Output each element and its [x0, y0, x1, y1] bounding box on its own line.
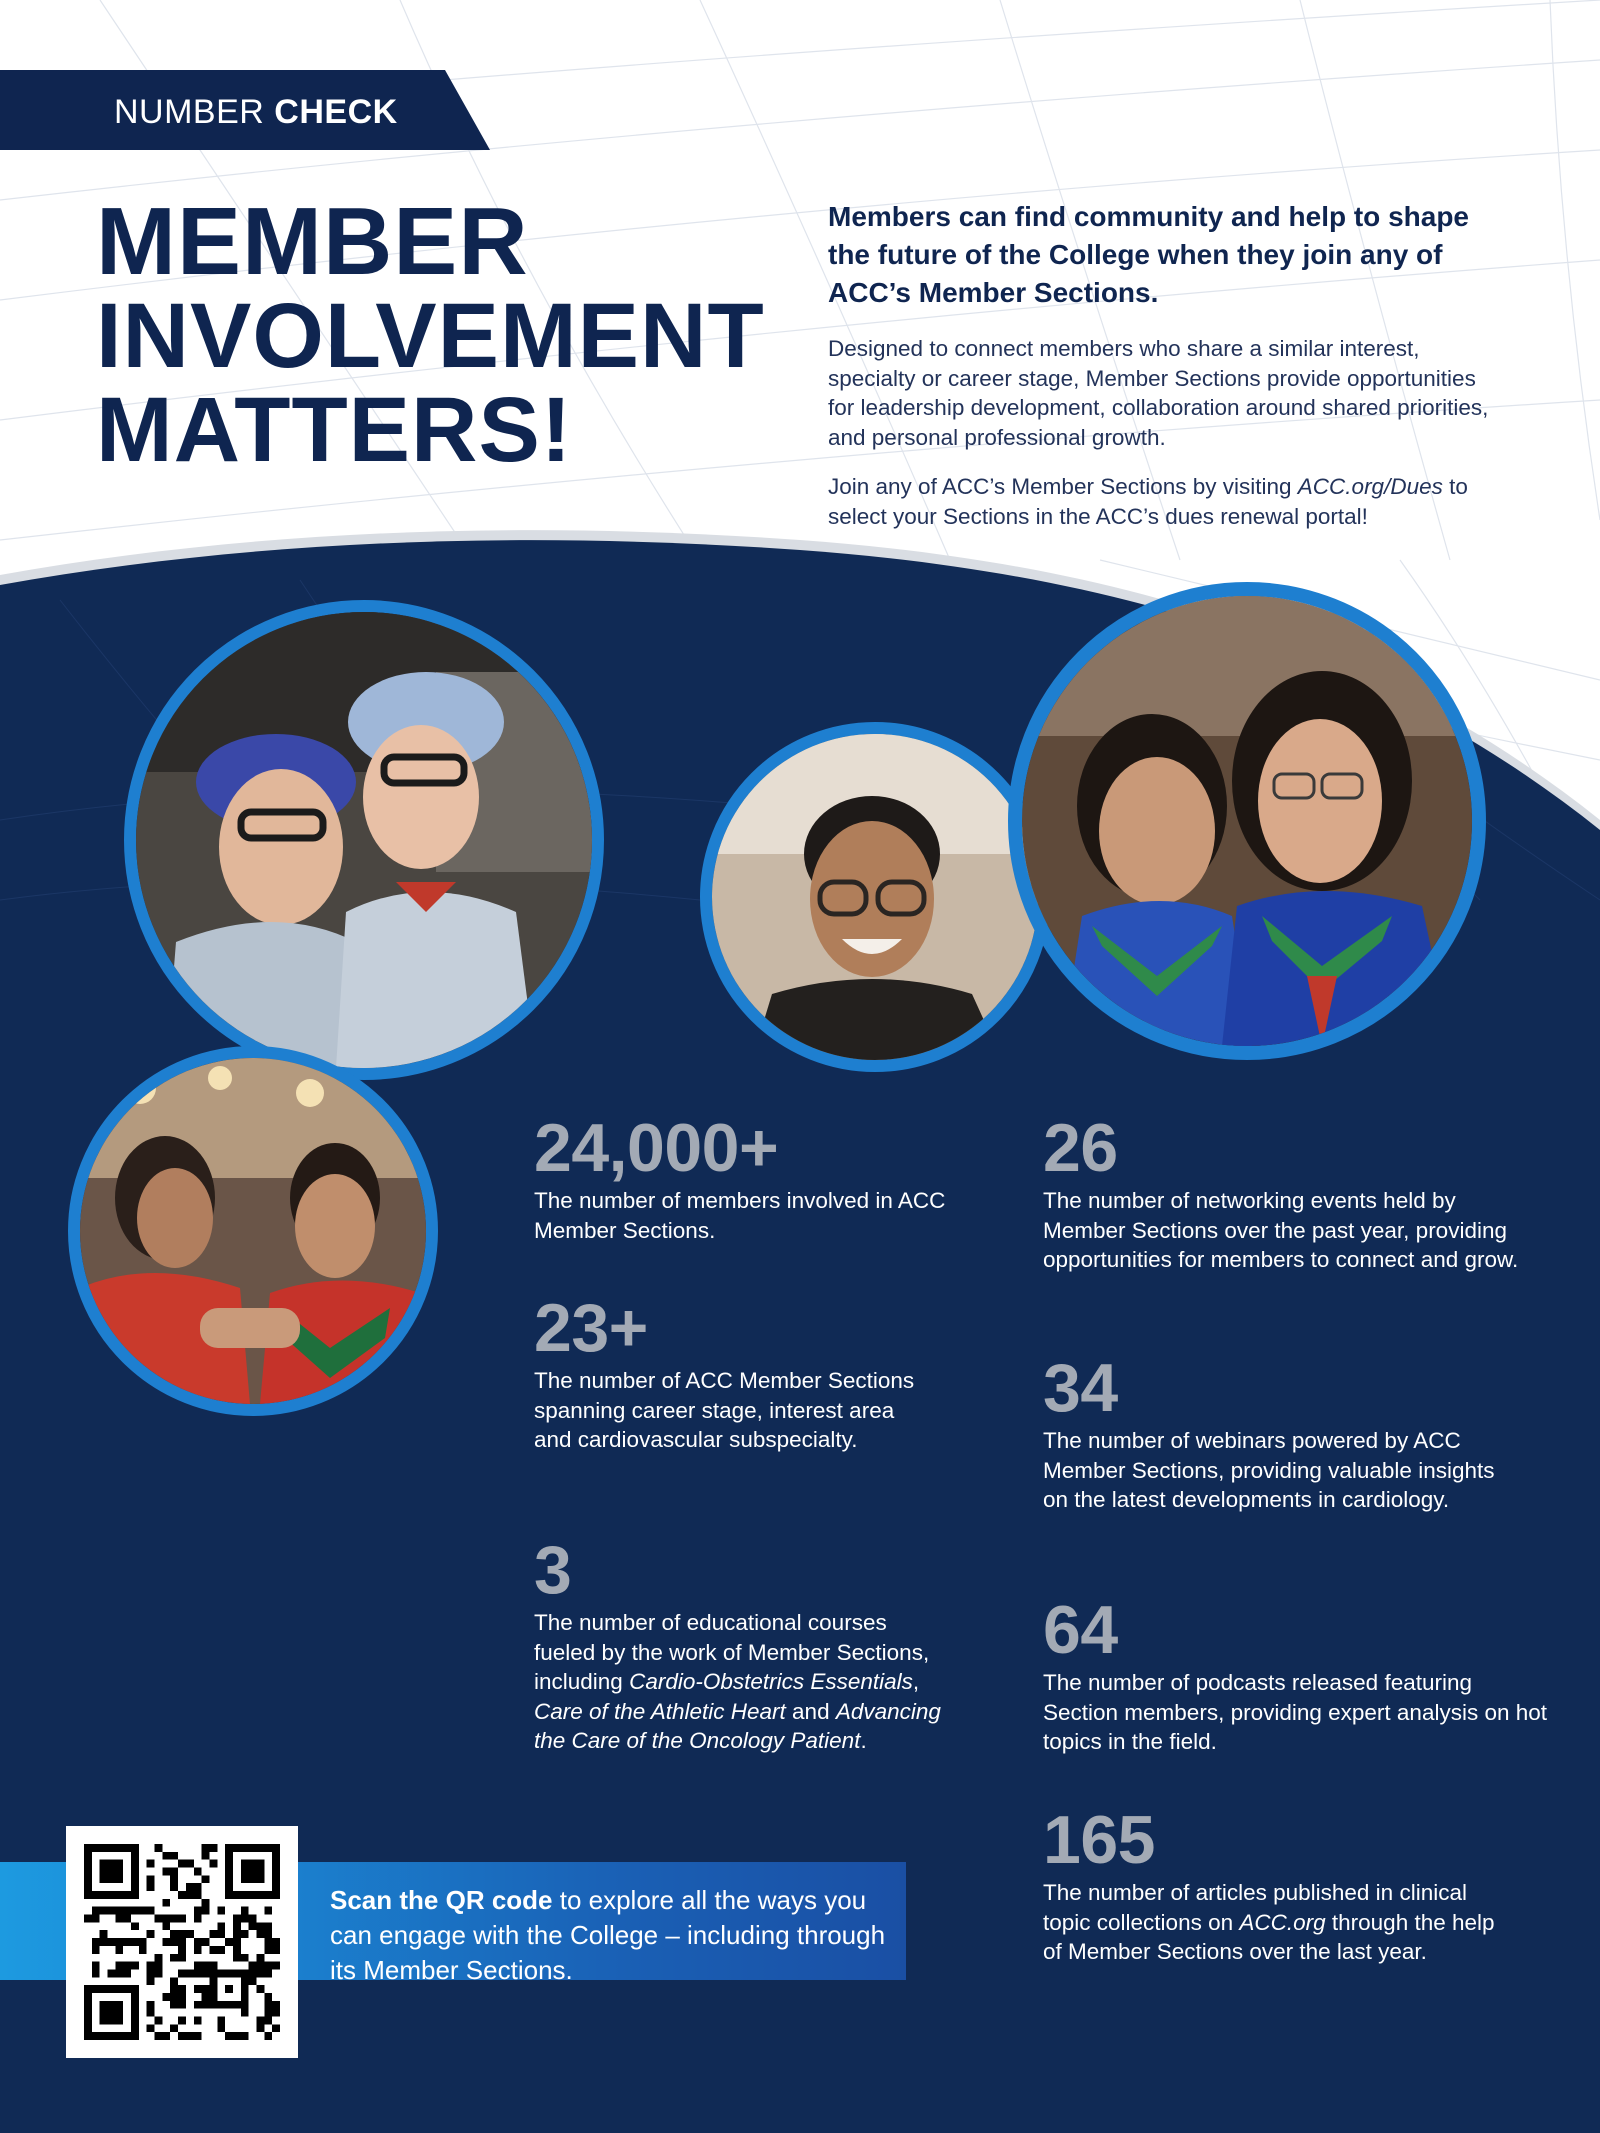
qr-module — [264, 1907, 272, 1915]
qr-module — [131, 1938, 139, 1946]
qr-module — [139, 1946, 147, 1954]
qr-module — [194, 1907, 202, 1915]
qr-module — [170, 1977, 178, 1985]
articles-prefix: The number of articles published in clinical topic collections on — [1043, 1880, 1467, 1935]
qr-module — [272, 2024, 280, 2032]
qr-module — [249, 1969, 257, 1977]
join-suffix: to select your Sections in the ACC’s dues renewal portal! — [828, 474, 1468, 529]
photo-surgeons-image — [136, 612, 592, 1068]
qr-module — [178, 1985, 186, 1993]
qr-module — [92, 1946, 100, 1954]
qr-module — [147, 2001, 155, 2009]
photo-women-audience-image — [1022, 596, 1472, 1046]
qr-module — [139, 1938, 147, 1946]
qr-module — [170, 1938, 178, 1946]
qr-module — [256, 2016, 264, 2024]
qr-module — [194, 1915, 202, 1923]
qr-module — [217, 2016, 225, 2024]
qr-module — [217, 1930, 225, 1938]
stat-courses — [534, 1534, 954, 1756]
qr-module — [272, 1946, 280, 1954]
qr-module — [84, 1915, 92, 1923]
stat-members — [534, 1112, 954, 1245]
qr-module — [233, 1954, 241, 1962]
courses-end: . — [860, 1728, 867, 1753]
qr-module — [233, 1922, 241, 1930]
qr-module — [178, 1930, 186, 1938]
qr-module — [225, 1985, 233, 1993]
qr-module — [147, 1907, 155, 1915]
qr-module — [241, 1915, 249, 1923]
qr-module — [194, 1985, 202, 1993]
qr-module — [217, 2024, 225, 2032]
qr-module — [108, 1969, 116, 1977]
qr-module — [155, 2032, 163, 2040]
qr-module — [162, 1938, 170, 1946]
qr-module — [108, 1907, 116, 1915]
stat-members-number: 24,000+ — [534, 1110, 779, 1186]
qr-module — [170, 1954, 178, 1962]
stat-networking-number: 26 — [1043, 1110, 1118, 1186]
intro-join — [828, 472, 1508, 531]
qr-module — [100, 1930, 108, 1938]
qr-module — [264, 1922, 272, 1930]
qr-module — [209, 1844, 217, 1852]
qr-module — [123, 1907, 131, 1915]
qr-module — [194, 1938, 202, 1946]
qr-code[interactable] — [66, 1826, 298, 2058]
stat-networking-description: The number of networking events held by Member Sections over the past year, providing opportunities for members to connect and grow. — [1043, 1188, 1519, 1272]
headline-line-1: MEMBER — [96, 188, 529, 295]
stat-articles — [1043, 1804, 1503, 1967]
qr-module — [178, 2016, 186, 2024]
qr-module — [249, 1922, 257, 1930]
qr-module — [123, 1938, 131, 1946]
stat-sections — [534, 1292, 924, 1455]
photo-surgeons — [124, 600, 604, 1080]
qr-module — [249, 1962, 257, 1970]
qr-module — [155, 2016, 163, 2024]
qr-module — [178, 1891, 186, 1899]
qr-module — [92, 1907, 100, 1915]
qr-module — [170, 1930, 178, 1938]
qr-module — [209, 1946, 217, 1954]
stat-members-description: The number of members involved in ACC Member Sections. — [534, 1188, 946, 1243]
qr-module — [162, 1915, 170, 1923]
qr-module — [186, 1860, 194, 1868]
qr-module — [256, 2024, 264, 2032]
intro-body: Designed to connect members who share a similar interest, specialty or career stage, Member Sections provide opportunities for leadership development, collaboration around shared priorities, and personal professional growth. — [828, 336, 1489, 450]
qr-module — [194, 1868, 202, 1876]
qr-module — [162, 2032, 170, 2040]
qr-module — [264, 1993, 272, 2001]
qr-module — [108, 1938, 116, 1946]
qr-module — [272, 2001, 280, 2009]
qr-module — [115, 1938, 123, 1946]
qr-module — [170, 2001, 178, 2009]
course-cardio-obstetrics: Cardio-Obstetrics Essentials — [629, 1669, 913, 1694]
qr-module — [225, 1938, 233, 1946]
qr-module — [123, 1962, 131, 1970]
qr-module — [194, 1962, 202, 1970]
qr-callout — [330, 1883, 900, 1988]
qr-module — [233, 1938, 241, 1946]
qr-module — [170, 1875, 178, 1883]
qr-module — [264, 1969, 272, 1977]
qr-module — [217, 1922, 225, 1930]
qr-module — [194, 1969, 202, 1977]
section-tag — [114, 70, 398, 150]
qr-module — [241, 1954, 249, 1962]
qr-module — [147, 1977, 155, 1985]
qr-module — [170, 1852, 178, 1860]
course-athletic-heart: Care of the Athletic Heart — [534, 1698, 786, 1724]
qr-module — [115, 1946, 123, 1954]
qr-module — [100, 2001, 124, 2025]
qr-module — [147, 1969, 155, 1977]
courses-sep-2: and — [785, 1698, 836, 1724]
qr-module — [178, 1915, 186, 1923]
qr-module — [202, 1875, 210, 1883]
qr-module — [178, 2032, 186, 2040]
qr-module — [233, 1915, 241, 1923]
qr-module — [170, 1868, 178, 1876]
qr-module — [186, 1883, 194, 1891]
qr-module — [202, 1844, 210, 1852]
qr-module — [202, 1938, 210, 1946]
qr-module — [92, 1962, 100, 1970]
qr-module — [123, 1915, 131, 1923]
qr-module — [256, 1962, 264, 1970]
qr-module — [256, 1930, 264, 1938]
qr-module — [147, 1962, 155, 1970]
qr-module — [272, 1938, 280, 1946]
qr-module — [264, 1962, 272, 1970]
qr-module — [131, 1922, 139, 1930]
qr-module — [194, 1891, 202, 1899]
qr-module — [194, 1946, 202, 1954]
qr-module — [162, 1993, 170, 2001]
qr-module — [155, 1915, 163, 1923]
courses-prefix: The number of educational courses fueled by the work of Member Sections, including — [534, 1610, 930, 1694]
qr-module — [170, 1985, 178, 1993]
stat-sections-number: 23+ — [534, 1290, 648, 1366]
stat-webinars-number: 34 — [1043, 1350, 1118, 1426]
qr-module — [147, 2009, 155, 2017]
qr-module — [202, 2001, 210, 2009]
photo-young-man — [700, 722, 1050, 1072]
qr-module — [186, 1891, 194, 1899]
qr-module — [225, 2032, 233, 2040]
qr-module — [194, 2001, 202, 2009]
qr-module — [115, 1915, 123, 1923]
qr-module — [170, 2024, 178, 2032]
qr-module — [131, 1907, 139, 1915]
qr-module — [217, 1907, 225, 1915]
qr-module — [202, 1993, 210, 2001]
qr-module — [155, 1844, 163, 1852]
qr-module — [241, 1860, 265, 1884]
qr-module — [202, 1852, 210, 1860]
qr-module — [178, 1993, 186, 2001]
qr-module — [147, 1875, 155, 1883]
qr-module — [209, 1962, 217, 1970]
qr-module — [264, 2032, 272, 2040]
qr-module — [202, 1907, 210, 1915]
tag-bold: CHECK — [274, 93, 398, 131]
qr-module — [162, 1868, 170, 1876]
qr-module — [178, 1954, 186, 1962]
stat-networking-events — [1043, 1112, 1523, 1275]
qr-module — [202, 1985, 210, 1993]
qr-module — [256, 1985, 264, 1993]
stat-sections-description: The number of ACC Member Sections spanning career stage, interest area and cardiovascular subspecialty. — [534, 1368, 915, 1452]
qr-callout-bold: Scan the QR code — [330, 1885, 553, 1915]
page-title — [96, 188, 796, 481]
qr-module — [147, 2024, 155, 2032]
qr-module — [209, 1930, 217, 1938]
qr-module — [249, 1915, 257, 1923]
qr-module — [209, 1860, 217, 1868]
qr-module — [178, 1938, 186, 1946]
qr-module — [178, 1860, 186, 1868]
photo-young-man-image — [712, 734, 1038, 1060]
qr-module — [194, 2016, 202, 2024]
qr-module — [178, 2001, 186, 2009]
qr-module — [170, 1883, 178, 1891]
stat-courses-description — [534, 1608, 954, 1756]
qr-module — [155, 1962, 163, 1970]
stat-webinars — [1043, 1352, 1503, 1515]
qr-module — [92, 1915, 100, 1923]
qr-module — [249, 1977, 257, 1985]
qr-module — [178, 1946, 186, 1954]
qr-module — [241, 1930, 249, 1938]
stat-articles-number: 165 — [1043, 1802, 1155, 1878]
qr-module — [123, 1969, 131, 1977]
dues-link[interactable]: ACC.org/Dues — [1297, 474, 1443, 499]
qr-module — [233, 2032, 241, 2040]
photo-hooding-ceremony-image — [80, 1058, 426, 1404]
qr-module — [92, 1969, 100, 1977]
qr-module — [139, 1907, 147, 1915]
qr-module — [264, 1946, 272, 1954]
qr-module — [256, 1969, 264, 1977]
stat-podcasts-description: The number of podcasts released featuring Section members, providing expert analysis on hot topics in the field. — [1043, 1670, 1548, 1754]
qr-module — [233, 1946, 241, 1954]
qr-module — [100, 1938, 108, 1946]
qr-module — [100, 1907, 108, 1915]
tag-light: NUMBER — [114, 93, 265, 131]
qr-module — [256, 1954, 264, 1962]
stat-courses-number: 3 — [534, 1532, 572, 1608]
qr-module — [170, 1915, 178, 1923]
qr-module — [256, 1922, 264, 1930]
stat-articles-description — [1043, 1878, 1503, 1967]
photo-women-audience — [1008, 582, 1486, 1060]
courses-sep-1: , — [912, 1669, 920, 1694]
articles-suffix: through the help of Member Sections over the last year. — [1043, 1909, 1495, 1964]
qr-module — [241, 2032, 249, 2040]
headline-line-3: MATTERS! — [96, 379, 573, 481]
qr-module — [186, 1969, 194, 1977]
qr-module — [155, 1954, 163, 1962]
intro-lead: Members can find community and help to shape the future of the College when they join any of ACC’s Member Sections. — [828, 201, 1469, 308]
qr-module — [92, 1938, 100, 1946]
qr-module — [100, 1860, 124, 1884]
qr-module — [186, 1930, 194, 1938]
qr-module — [217, 1946, 225, 1954]
photo-hooding-ceremony — [68, 1046, 438, 1416]
qr-module — [155, 1969, 163, 1977]
qr-callout-rest: to explore all the ways you can engage with the College – including through its Member Sections. — [330, 1885, 886, 1985]
qr-module — [170, 1993, 178, 2001]
qr-module — [202, 1962, 210, 1970]
qr-module — [178, 1969, 186, 1977]
qr-code-icon — [84, 1844, 280, 2040]
join-prefix: Join any of ACC’s Member Sections by visiting — [828, 474, 1298, 499]
qr-module — [272, 1962, 280, 1970]
qr-module — [115, 1907, 123, 1915]
qr-module — [147, 1930, 155, 1938]
qr-module — [162, 1899, 170, 1907]
stat-podcasts-number: 64 — [1043, 1592, 1118, 1668]
headline-line-2: INVOLVEMENT — [96, 285, 765, 387]
qr-module — [162, 1852, 170, 1860]
qr-module — [233, 1930, 241, 1938]
qr-module — [115, 1962, 123, 1970]
qr-module — [186, 2032, 194, 2040]
qr-module — [115, 1969, 123, 1977]
qr-module — [241, 1907, 249, 1915]
qr-module — [264, 1938, 272, 1946]
acc-org-link[interactable]: ACC.org — [1239, 1909, 1326, 1935]
stat-podcasts — [1043, 1594, 1553, 1757]
qr-module — [264, 2009, 272, 2017]
qr-module — [241, 2009, 249, 2017]
qr-module — [147, 1860, 155, 1868]
qr-module — [162, 1922, 170, 1930]
qr-module — [147, 1883, 155, 1891]
qr-module — [264, 2016, 272, 2024]
qr-module — [264, 2001, 272, 2009]
qr-module — [202, 1899, 210, 1907]
qr-module — [131, 1962, 139, 1970]
qr-module — [202, 1969, 210, 1977]
qr-module — [194, 2032, 202, 2040]
qr-module — [272, 2009, 280, 2017]
stat-webinars-description: The number of webinars powered by ACC Member Sections, providing valuable insights on the latest developments in cardiology. — [1043, 1428, 1495, 1512]
qr-module — [264, 1930, 272, 1938]
qr-module — [194, 1883, 202, 1891]
course-oncology: Advancing the Care of the Oncology Patient — [534, 1698, 941, 1753]
